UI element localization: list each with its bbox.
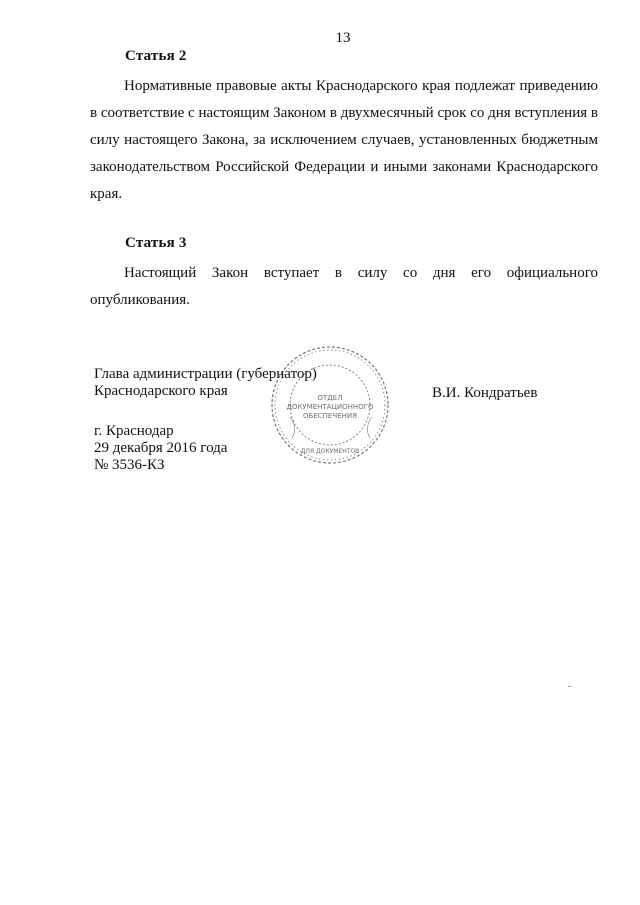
article-3-text: Настоящий Закон вступает в силу со дня его официального опубликования. xyxy=(90,265,598,308)
signatory-title-line1: Глава администрации (губернатор) xyxy=(94,366,317,382)
stamp-center-line3: ОБЕСПЕЧЕНИЯ xyxy=(303,412,357,420)
stamp-center-line2: ДОКУМЕНТАЦИОННОГО xyxy=(286,403,374,411)
signatory-name: В.И. Кондратьев xyxy=(432,385,538,401)
scan-speck xyxy=(568,686,571,687)
article-2-heading: Статья 2 xyxy=(125,48,187,64)
stamp-center-line1: ОТДЕЛ xyxy=(317,394,343,402)
law-number: № 3536-КЗ xyxy=(94,457,165,473)
article-2-text: Нормативные правовые акты Краснодарского края подлежат приведению в соответствие с настоящим Законом в двухмесячный срок со дня вступления в силу настоящего Закона, за исключением случаев, установленных бюджетным законодательством Российской Федерации и иными законами Краснодарского края. xyxy=(90,78,598,202)
article-3-heading: Статья 3 xyxy=(125,235,187,251)
stamp-bottom-text: ДЛЯ ДОКУМЕНТОВ xyxy=(300,448,360,455)
date: 29 декабря 2016 года xyxy=(94,440,228,456)
official-stamp xyxy=(268,343,392,467)
signatory-title-line2: Краснодарского края xyxy=(94,383,228,399)
place-date-block xyxy=(94,423,227,474)
city: г. Краснодар xyxy=(94,423,174,439)
page-number: 13 xyxy=(335,30,351,46)
